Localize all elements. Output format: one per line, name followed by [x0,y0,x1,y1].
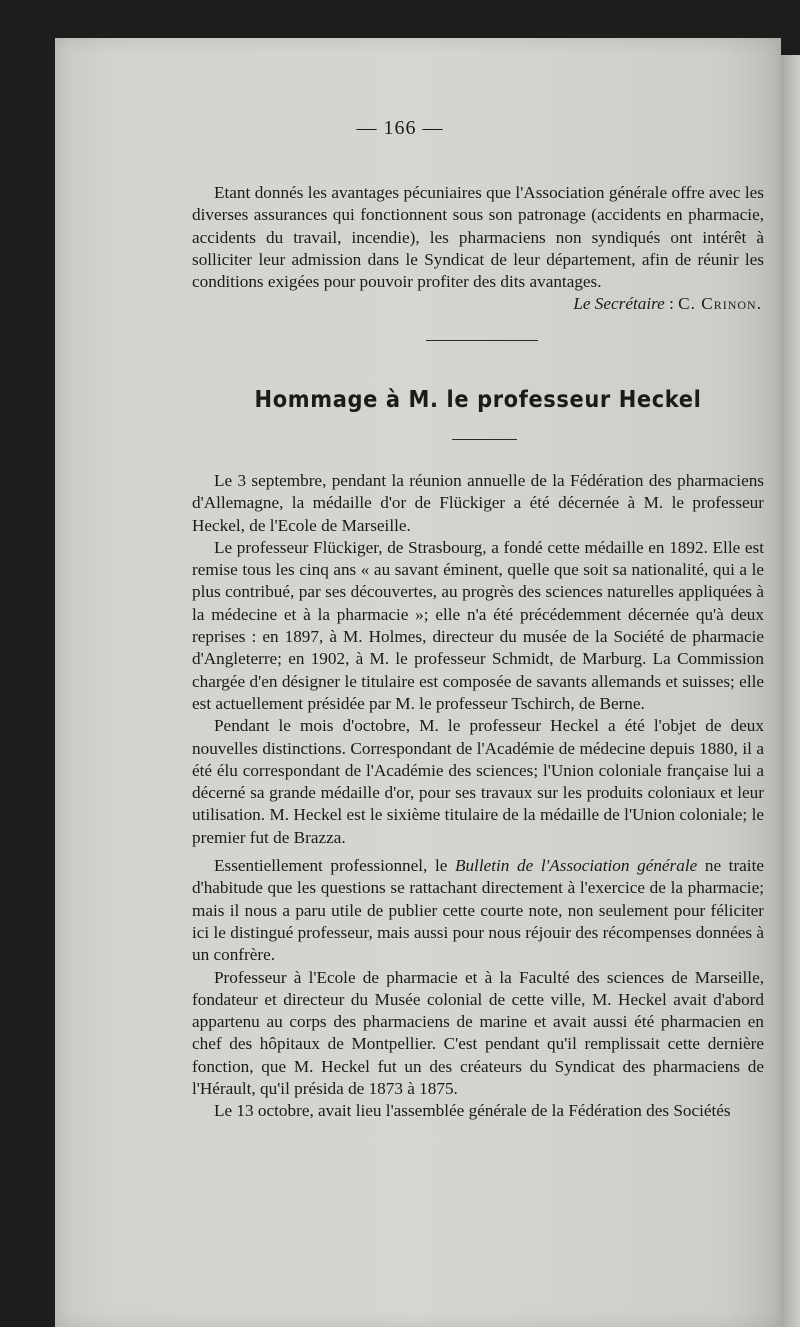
signature-role: Le Secrétaire [573,294,665,314]
paragraph-text-start: Essentiellement professionnel, le [214,856,455,876]
article-paragraph: Pendant le mois d'octobre, M. le professeur Heckel a été l'objet de deux nouvelles distinctions. Correspondant de l'Académie de médecine depuis 1880, il a été élu correspondant de l'Académie des sciences; l'Union coloniale française lui a décerné sa grande médaille d'or, pour ses travaux sur les produits coloniaux et leur utilisation. M. Heckel est le sixième titulaire de la médaille de l'Union coloniale; le premier fut de Brazza. [192,716,764,847]
article-heading: Hommage à M. le professeur Heckel [254,385,702,413]
paragraph-text-end: ne traite d'habitude que les questions se rattachant directement à l'exercice de la pharmacie; mais il nous a paru utile de publier cette courte note, non seulement pour féliciter ici le distingué professeur, mais aussi pour nous réjouir des récompenses données à un confrère. [192,856,764,965]
article-paragraph: Le 13 octobre, avait lieu l'assemblée générale de la Fédération des Sociétés [214,1101,731,1121]
article-paragraph: Le professeur Flückiger, de Strasbourg, a fondé cette médaille en 1892. Elle est remise tous les cinq ans « au savant éminent, quelle que soit sa nationalité, qui a le plus contribué, par ses découvertes, au progrès des sciences naturelles appliquées à la médecine et à la pharmacie »; elle n'a été précédemment décernée qu'à deux reprises : en 1897, à M. Holmes, directeur du musée de la Société de pharmacie d'Angleterre; en 1902, à M. le professeur Schmidt, de Marburg. La Commission chargée d'en désigner le titulaire est composée de savants allemands et suisses; elle est actuellement présidée par M. le professeur Tschirch, de Berne. [192,537,764,713]
bulletin-title: Bulletin de l'Association générale [454,856,698,876]
article-paragraph: Le 3 septembre, pendant la réunion annuelle de la Fédération des pharmaciens d'Allemagne, la médaille d'or de Flückiger a été décernée à M. le professeur Heckel, de l'Ecole de Marseille. [192,471,764,535]
article-paragraph: Professeur à l'Ecole de pharmacie et à la Faculté des sciences de Marseille, fondateur et directeur du Musée colonial de cette ville, M. Heckel avait d'abord appartenu au corps des pharmaciens de marine et avait aussi été pharmacien en chef des hôpitaux de Montpellier. C'est pendant qu'il remplissait cette dernière fonction, que M. Heckel fut un des créateurs du Syndicat des pharmaciens de l'Hérault, qu'il présida de 1873 à 1875. [192,967,764,1099]
article-body [192,470,764,1123]
next-page-edge [781,55,800,1327]
separator-rule-bottom [452,439,517,440]
signature-name: C. Crinon. [678,294,762,314]
signature [192,293,764,315]
article-paragraph-bulletin [192,855,764,966]
page-number: — 166 — [356,117,444,139]
intro-paragraph: Etant donnés les avantages pécuniaires que l'Association générale offre avec les diverses assurances qui fonctionnent sous son patronage (accidents en pharmacie, accidents du travail, incendie), les pharmaciens non syndiqués ont intérêt à solliciter leur admission dans le Syndicat de leur département, afin de réunir les conditions exigées pour pouvoir profiter des dits avantages. [192,183,764,292]
signature-separator: : [664,294,679,314]
separator-rule-top [426,340,538,341]
intro-block [192,182,764,316]
